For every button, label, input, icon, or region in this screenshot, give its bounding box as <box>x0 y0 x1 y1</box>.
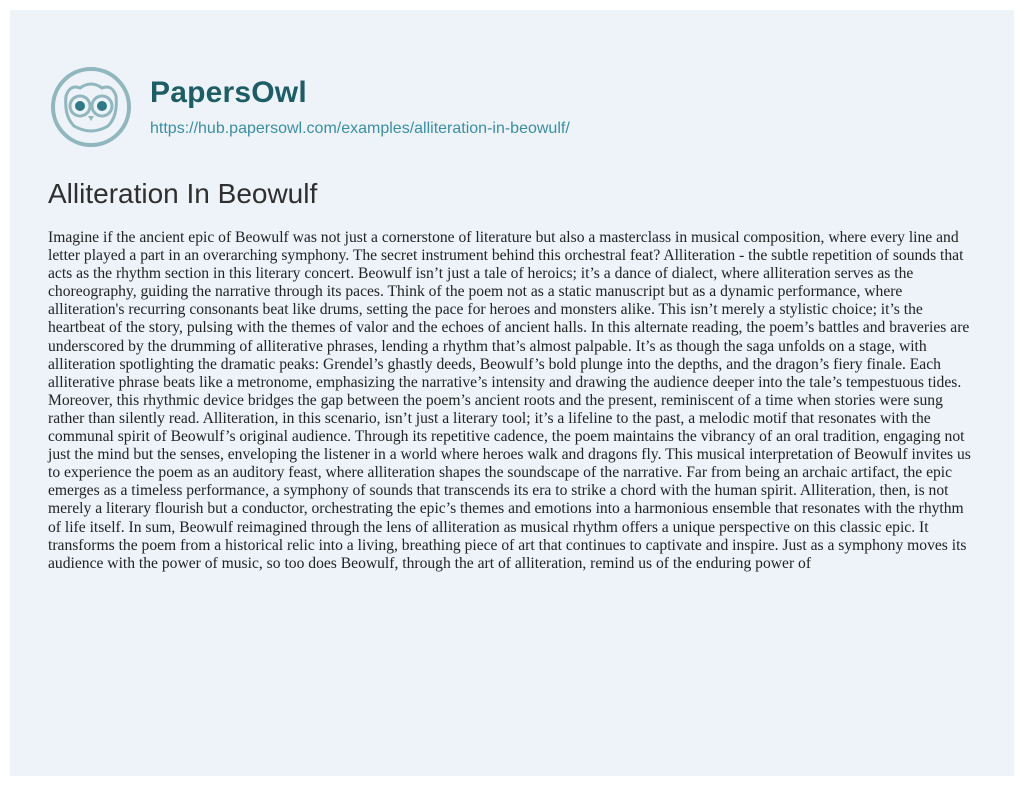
brand-name: PapersOwl <box>150 76 307 109</box>
document-card <box>10 10 1014 776</box>
brand-header <box>50 66 570 148</box>
article-title: Alliteration In Beowulf <box>48 178 318 209</box>
source-url-link[interactable]: https://hub.papersowl.com/examples/alliteration-in-beowulf/ <box>150 120 570 137</box>
brand-text <box>150 76 570 138</box>
article-body: Imagine if the ancient epic of Beowulf was not just a cornerstone of literature but also a masterclass in musical composition, where every line and letter played a part in an overarching symphony. The secret instrument behind this orchestral feat? Alliteration - the subtle repetition of sounds that acts as the rhythm section in this literary concert. Beowulf isn’t just a tale of heroics; it’s a dance of dialect, where alliteration serves as the choreography, guiding the narrative through its paces. Think of the poem not as a static manuscript but as a dynamic performance, where alliteration's recurring consonants beat like drums, setting the pace for heroes and monsters alike. This isn’t merely a stylistic choice; it’s the heartbeat of the story, pulsing with the themes of valor and the echoes of ancient halls. In this alternate reading, the poem’s battles and braveries are underscored by the drumming of alliterative phrases, lending a rhythm that’s almost palpable. It’s as though the saga unfolds on a stage, with alliteration spotlighting the dramatic peaks: Grendel’s ghastly deeds, Beowulf’s bold plunge into the depths, and the dragon’s fiery finale. Each alliterative phrase beats like a metronome, emphasizing the narrative’s intensity and drawing the audience deeper into the tale’s tempestuous tides. Moreover, this rhythmic device bridges the gap between the poem’s ancient roots and the present, reminiscent of a time when stories were sung rather than silently read. Alliteration, in this scenario, isn’t just a literary tool; it’s a lifeline to the past, a melodic motif that resonates with the communal spirit of Beowulf’s original audience. Through its repetitive cadence, the poem maintains the vibrancy of an oral tradition, engaging not just the mind but the senses, enveloping the listener in a world where heroes walk and dragons fly. This musical interpretation of Beowulf invites us to experience the poem as an auditory feast, where alliteration shapes the soundscape of the narrative. Far from being an archaic artifact, the epic emerges as a timeless performance, a symphony of sounds that transcends its era to strike a chord with the human spirit. Alliteration, then, is not merely a literary flourish but a conductor, orchestrating the epic’s themes and emotions into a harmonious ensemble that resonates with the rhythm of life itself. In sum, Beowulf reimagined through the lens of alliteration as musical rhythm offers a unique perspective on this classic epic. It transforms the poem from a historical relic into a living, breathing piece of art that continues to captivate and inspire. Just as a symphony moves its audience with the power of music, so too does Beowulf, through the art of alliteration, remind us of the enduring power of <box>48 229 971 572</box>
owl-logo-icon <box>50 66 132 148</box>
